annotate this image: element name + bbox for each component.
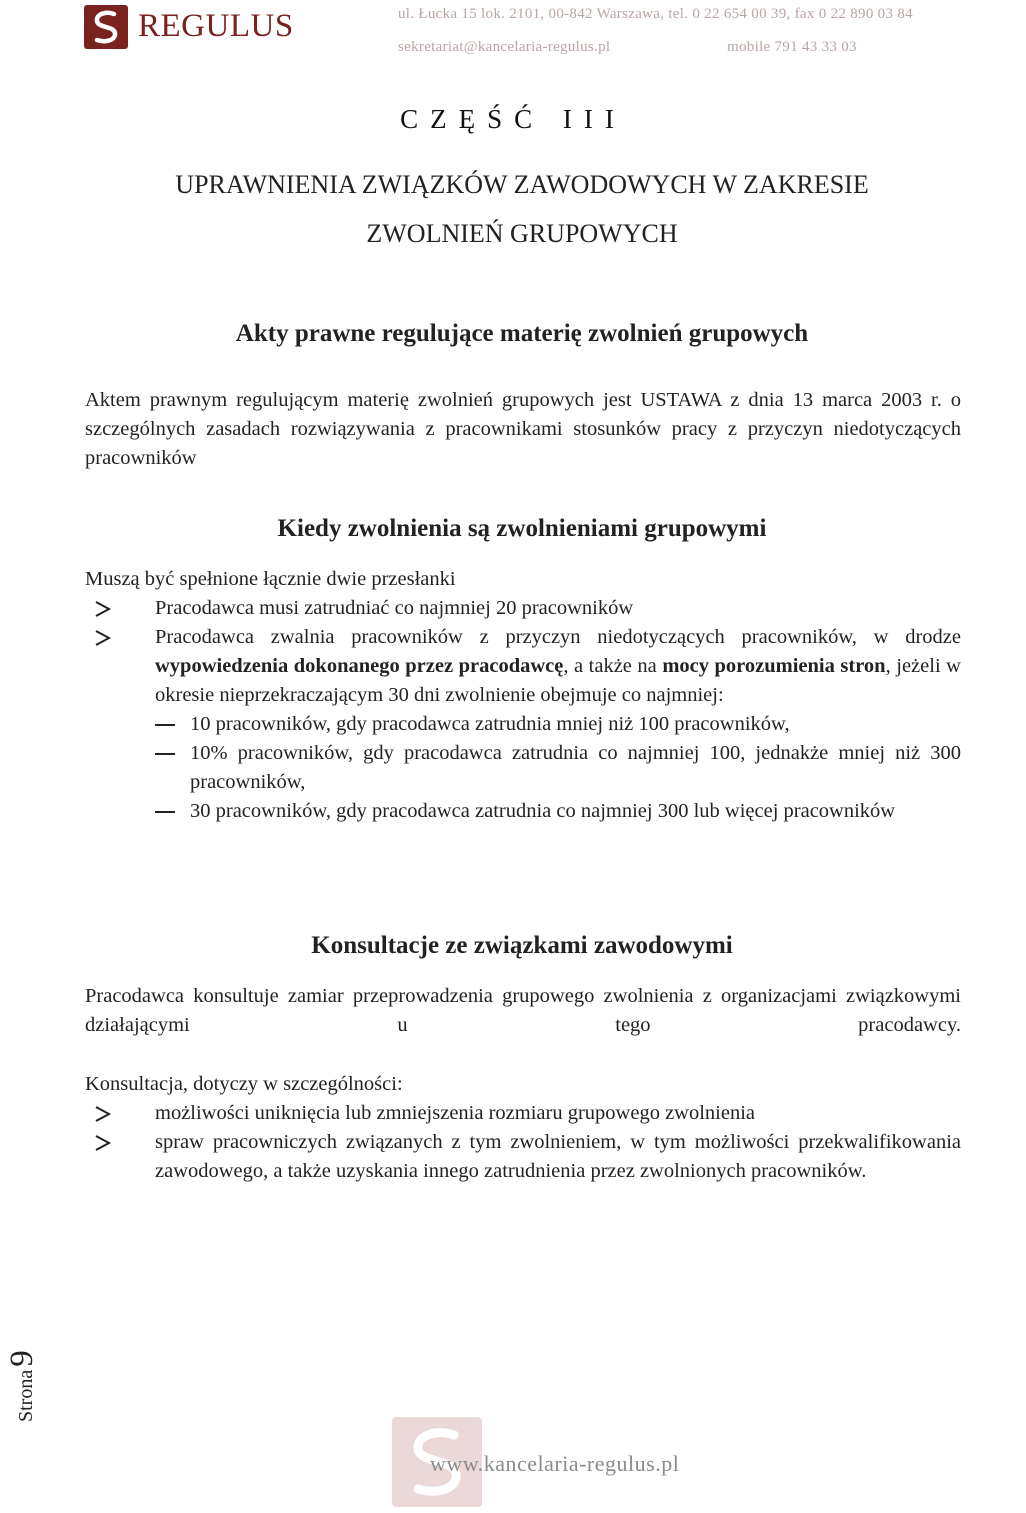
contact-email: sekretariat@kancelaria-regulus.pl bbox=[398, 39, 611, 55]
text-run: , jeżeli w okresie nieprzekraczającym 30 dni zwolnienie obejmuje co najmniej: bbox=[155, 655, 961, 706]
text-run: , a także na bbox=[563, 655, 663, 677]
main-title-line-2: ZWOLNIEŃ GRUPOWYCH bbox=[366, 219, 678, 248]
list-item-text: Pracodawca musi zatrudniać co najmniej 20 pracowników bbox=[155, 597, 634, 619]
page-number-label bbox=[4, 1310, 42, 1425]
list-item-text: 10 pracowników, gdy pracodawca zatrudnia mniej niż 100 pracowników, bbox=[190, 713, 790, 735]
page-label-text: Strona bbox=[15, 1369, 37, 1422]
arrow-bullet-icon bbox=[94, 1128, 114, 1157]
section-intro-conditions: Muszą być spełnione łącznie dwie przesłanki bbox=[85, 568, 456, 590]
part-title: CZĘŚĆ III bbox=[400, 104, 626, 134]
list-item bbox=[85, 623, 961, 826]
page-number: 9 bbox=[4, 1350, 40, 1367]
thresholds-list bbox=[155, 710, 961, 826]
conditions-list bbox=[85, 594, 961, 826]
section-paragraph-consultations: Pracodawca konsultuje zamiar przeprowadzenia grupowego zwolnienia z organizacjami związkowymi działającymi u tego pracodawcy. bbox=[85, 985, 961, 1036]
contact-address: ul. Łucka 15 lok. 2101, 00-842 Warszawa, tel. 0 22 654 00 39, fax 0 22 890 03 84 bbox=[398, 6, 913, 22]
footer-website-link[interactable]: www.kancelaria-regulus.pl bbox=[430, 1451, 680, 1476]
section-paragraph-legal-acts: Aktem prawnym regulującym materię zwolnień grupowych jest USTAWA z dnia 13 marca 2003 r. o szczególnych zasadach rozwiązywania z pracownikami stosunków pracy z przyczyn niedotyczących pracowników bbox=[85, 389, 961, 469]
bold-text-run: wypowiedzenia dokonanego przez pracodawcę bbox=[155, 655, 564, 677]
list-item bbox=[155, 710, 961, 739]
dash-bullet-icon bbox=[155, 811, 175, 813]
main-title-line-1: UPRAWNIENIA ZWIĄZKÓW ZAWODOWYCH W ZAKRESIE bbox=[175, 170, 869, 199]
list-item bbox=[85, 1099, 961, 1128]
list-item-text: 30 pracowników, gdy pracodawca zatrudnia co najmniej 300 lub więcej pracowników bbox=[190, 800, 896, 822]
list-item bbox=[85, 1128, 961, 1186]
list-item-text: możliwości uniknięcia lub zmniejszenia rozmiaru grupowego zwolnienia bbox=[155, 1102, 756, 1124]
list-item bbox=[155, 797, 961, 826]
list-item bbox=[155, 739, 961, 797]
svg-text:Strona9 bbox=[4, 1350, 40, 1422]
contact-mobile: mobile 791 43 33 03 bbox=[727, 39, 857, 55]
list-item-text bbox=[155, 626, 961, 706]
arrow-bullet-icon bbox=[94, 1099, 114, 1128]
dash-bullet-icon bbox=[155, 724, 175, 726]
section-intro-consultations: Konsultacja, dotyczy w szczególności: bbox=[85, 1073, 403, 1095]
section-heading-legal-acts: Akty prawne regulujące materię zwolnień grupowych bbox=[235, 320, 809, 347]
logo-wordmark: REGULUS bbox=[138, 8, 294, 44]
section-heading-consultations: Konsultacje ze związkami zawodowymi bbox=[311, 932, 733, 959]
arrow-bullet-icon bbox=[94, 623, 114, 652]
text-run: Pracodawca zwalnia pracowników z przyczyn niedotyczących pracowników, w drodze bbox=[155, 626, 961, 648]
dash-bullet-icon bbox=[155, 753, 175, 755]
section-heading-when-group-layoffs: Kiedy zwolnienia są zwolnieniami grupowymi bbox=[277, 515, 767, 542]
regulus-logo-icon bbox=[84, 5, 128, 49]
list-item-text: 10% pracowników, gdy pracodawca zatrudnia co najmniej 100, jednakże mniej niż 300 pracowników, bbox=[190, 742, 961, 793]
arrow-bullet-icon bbox=[94, 594, 114, 623]
consultation-topics-list bbox=[85, 1099, 961, 1186]
list-item-text: spraw pracowniczych związanych z tym zwolnieniem, w tym możliwości przekwalifikowania zawodowego, a także uzyskania innego zatrudnienia przez zwolnionych pracowników. bbox=[155, 1131, 961, 1182]
list-item bbox=[85, 594, 961, 623]
bold-text-run: mocy porozumienia stron bbox=[662, 655, 886, 677]
